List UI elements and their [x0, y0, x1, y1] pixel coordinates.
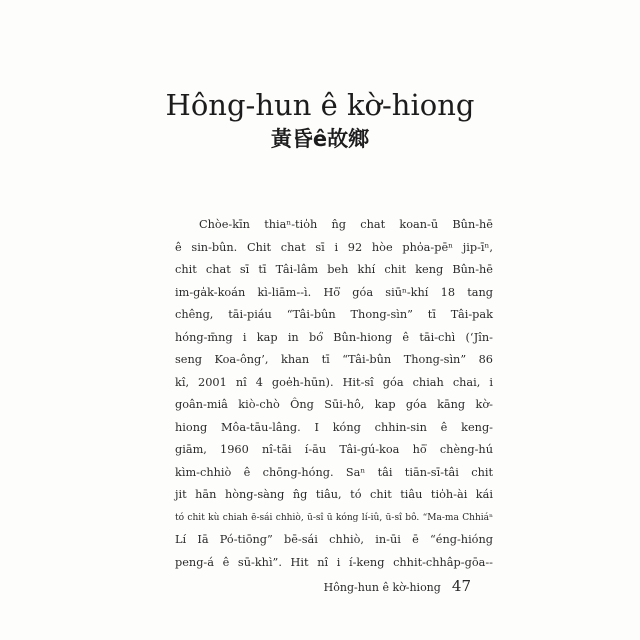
chapter-subtitle: 黃昏ê故鄉: [270, 127, 370, 151]
text-line: seng Koa-ông’, khan tī “Tâi-bûn Thong-sìn” 86: [175, 353, 493, 366]
running-title: Hông-hun ê kờ-hiong: [323, 581, 441, 594]
text-line: kî, 2001 nî 4 goe̍h-hūn). Hit-sî góa chiah chai, i: [175, 375, 493, 389]
text-line: hiong Môa-tāu-lâng. I kóng chhin-sin ê keng-: [175, 420, 493, 434]
text-line: Chòe-kīn thiaⁿ-tio̍h n̂g chat koan-ū Bûn-hē: [199, 218, 493, 231]
text-line: Lí Iā Pó-tiōng” bē-sái chhiò, in-ūi ē “éng-hióng: [175, 533, 493, 546]
page-footer: [324, 576, 471, 595]
text-line: tó chit kù chiah ē-sái chhiò, ū-sî ū kóng lí-iû, ū-sî bô. “Ma-ma Chhiáⁿ: [175, 512, 493, 523]
page-number: 47: [451, 577, 471, 595]
text-line: hóng-m̄ng i kap in bó͘ Bûn-hiong ê tāi-chì (‘Jîn-: [175, 330, 493, 344]
text-line: giām, 1960 nî-tāi í-āu Tâi-gú-koa hō͘ chèng-hú: [175, 443, 493, 456]
text-line: jit hān hòng-sàng n̂g tiâu, tó chit tiâu tio̍h-ài kái: [175, 488, 493, 501]
text-line: kìm-chhiò ê chōng-hóng. Saⁿ tâi tiān-sī-tâi chit: [175, 465, 493, 479]
text-line: chit chat sī tī Tâi-lâm beh khí chit keng Bûn-hē: [175, 263, 493, 276]
text-line: peng-á ê sū-khì”. Hit nî i í-keng chhit-chhâp-gōa--: [175, 555, 493, 569]
body-text: [175, 214, 493, 574]
text-line: chêng, tāi-piáu “Tâi-bûn Thong-sìn” tī Tâi-pak: [175, 308, 493, 321]
text-line: goân-miâ kiò-chò Ông Sūi-hô, kap góa kāng kờ-: [175, 398, 493, 411]
text-line: im-ga̍k-koán kì-liām--ì. Hō͘ góa siūⁿ-khí 18 tang: [175, 285, 493, 299]
text-line: ê sin-bûn. Chit chat sī i 92 hòe pho̍a-pēⁿ jip-īⁿ,: [175, 240, 493, 254]
chapter-title: Hông-hun ê kờ-hiong: [165, 88, 475, 122]
